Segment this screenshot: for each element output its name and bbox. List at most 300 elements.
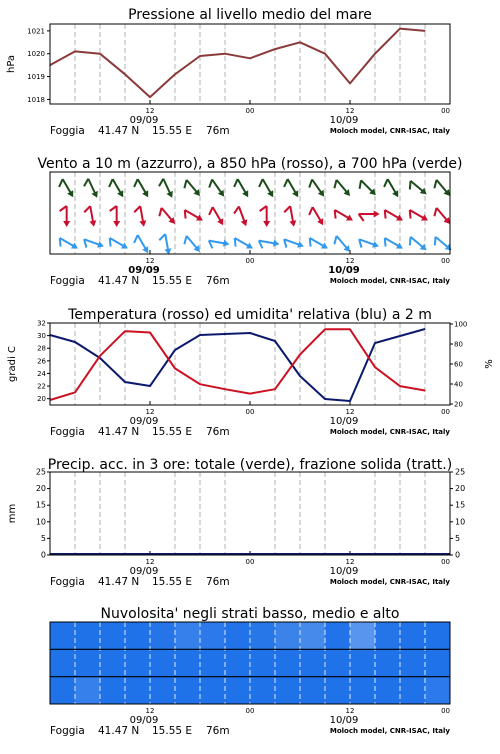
barb-shaft <box>63 179 71 193</box>
y-tick-label: 30 <box>37 332 46 341</box>
pressure-line-point <box>99 53 100 54</box>
barb-head <box>396 242 405 251</box>
barb-shaft <box>385 238 399 246</box>
wind-barb-700hpa <box>132 177 152 200</box>
pressure-line-point <box>399 28 400 29</box>
barb-head <box>91 191 100 199</box>
x-tick-label: 00 <box>245 707 255 715</box>
barb-shaft <box>437 208 447 220</box>
cloud-cell-basso <box>325 677 350 705</box>
barb-head <box>89 220 97 227</box>
panel-title: Nuvolosita' negli strati basso, medio e alto <box>100 606 400 622</box>
location-name: Foggia <box>50 426 85 438</box>
y-tick-label: 22 <box>37 382 46 391</box>
cloud-cell-alto <box>150 622 175 650</box>
temperature-line-point <box>74 392 75 393</box>
humidity-line <box>50 329 425 401</box>
temperature-line-point <box>374 367 375 368</box>
barb-shaft <box>165 234 168 250</box>
temperature-line-point <box>399 385 400 386</box>
humidity-line-point <box>74 341 75 342</box>
model-credit: Moloch model, CNR-ISAC, Italy <box>329 727 450 735</box>
barb-shaft <box>185 210 199 218</box>
wind-barb-10m <box>82 236 105 253</box>
wind-barb-10m <box>181 234 203 257</box>
y-tick-label: 20 <box>37 395 46 404</box>
wind-barb-10m <box>258 237 281 251</box>
model-credit: Moloch model, CNR-ISAC, Italy <box>329 277 450 285</box>
barb-head <box>263 221 270 227</box>
barb-shaft <box>361 180 372 191</box>
cloud-cell-alto <box>350 622 375 650</box>
cloud-cell-basso <box>350 677 375 705</box>
barb-shaft <box>209 241 225 244</box>
wind-barb-850hpa <box>60 206 71 227</box>
wind-barb-700hpa <box>181 178 203 201</box>
barb-shaft <box>90 206 93 222</box>
date-label: 09/09 <box>129 715 159 726</box>
wind-barb-700hpa <box>232 177 252 200</box>
x-tick-label: 12 <box>145 707 155 715</box>
location-name: Foggia <box>50 576 85 588</box>
y2-tick-label: 10 <box>455 517 466 527</box>
barb-shaft <box>337 236 347 248</box>
cloud-cell-alto <box>200 622 225 650</box>
wind-barb-700hpa <box>282 177 302 200</box>
location-name: Foggia <box>50 275 85 287</box>
cloud-cell-alto <box>325 622 350 650</box>
barb-shaft <box>310 238 324 246</box>
barb-head <box>297 241 305 250</box>
date-label: 10/09 <box>328 265 360 276</box>
x-tick-label: 00 <box>441 107 450 115</box>
wind-barb-10m <box>158 234 172 257</box>
barb-shaft <box>213 207 221 221</box>
barb-head <box>166 191 175 199</box>
y-tick-label: 26 <box>37 357 46 366</box>
date-label: 10/09 <box>329 416 359 427</box>
x-tick-label: 00 <box>245 408 255 416</box>
humidity-line-point <box>374 342 375 343</box>
wind-barb-850hpa <box>406 207 429 227</box>
barb-head <box>241 219 250 227</box>
precipitation-panel <box>7 457 465 588</box>
humidity-line-point <box>249 332 250 333</box>
barb-head <box>223 240 230 248</box>
cloud-cell-basso <box>375 677 400 705</box>
barb-shaft <box>187 180 197 192</box>
wind-barb-10m <box>106 235 129 255</box>
wind-barb-700hpa <box>206 177 227 200</box>
pressure-line-point <box>124 74 125 75</box>
barb-feather <box>60 206 67 211</box>
location-alt: 76m <box>206 426 230 438</box>
wind-barb-850hpa <box>110 206 121 227</box>
pressure-line-point <box>374 53 375 54</box>
barb-shaft <box>312 179 321 192</box>
humidity-line-point <box>274 340 275 341</box>
y-tick-label: 10 <box>35 517 46 527</box>
x-tick-label: 00 <box>441 257 450 265</box>
y-tick-label: 24 <box>37 369 46 378</box>
panel-title: Temperatura (rosso) ed umidita' relativa (blu) a 2 m <box>68 307 432 323</box>
barb-shaft <box>138 235 146 249</box>
cloud-cell-medio <box>100 649 125 677</box>
barb-shaft <box>162 208 172 220</box>
barb-shaft <box>88 179 95 194</box>
location-lat: 41.47 N <box>98 576 140 588</box>
temperature-line-point <box>224 389 225 390</box>
pressure-line-point <box>74 51 75 52</box>
barb-head <box>372 241 380 250</box>
x-tick-label: 12 <box>145 408 155 416</box>
pressure-line-point <box>199 55 200 56</box>
location-name: Foggia <box>50 125 85 137</box>
temperature-line-point <box>249 393 250 394</box>
humidity-line-point <box>124 381 125 382</box>
model-credit: Moloch model, CNR-ISAC, Italy <box>329 578 450 586</box>
x-tick-label: 12 <box>345 558 355 566</box>
wind-barb-700hpa <box>57 177 77 200</box>
x-tick-label: 00 <box>245 107 255 115</box>
location-name: Foggia <box>50 725 85 737</box>
location-lat: 41.47 N <box>98 725 140 737</box>
cloud-cell-alto <box>375 622 400 650</box>
cloud-cell-alto <box>425 622 450 650</box>
wind-barb-850hpa <box>359 211 380 222</box>
y2-axis-label: % <box>484 359 495 369</box>
wind-barb-10m <box>282 236 305 253</box>
temperature-line-point <box>174 368 175 369</box>
temperature-line-point <box>324 329 325 330</box>
cloud-cell-medio <box>125 649 150 677</box>
pressure-line-point <box>424 30 425 31</box>
cloud-cell-medio <box>325 649 350 677</box>
wind-barb-850hpa <box>283 206 297 229</box>
temperature-line-point <box>424 390 425 391</box>
cloud-cell-basso <box>150 677 175 705</box>
y-tick-label: 5 <box>40 533 46 543</box>
y-tick-label: 28 <box>37 344 46 353</box>
y2-tick-label: 40 <box>454 380 463 389</box>
y-tick-label: 0 <box>40 550 46 560</box>
cloud-cell-alto <box>400 622 425 650</box>
x-tick-label: 12 <box>145 257 155 265</box>
cloud-cell-medio <box>175 649 200 677</box>
plot-frame <box>50 24 450 104</box>
cloud-cell-medio <box>350 649 375 677</box>
location-lon: 15.55 E <box>152 725 193 737</box>
barb-feather <box>110 206 117 211</box>
y2-tick-label: 15 <box>455 500 466 510</box>
wind-barb-700hpa <box>431 178 453 201</box>
wind-barb-850hpa <box>207 205 227 228</box>
location-alt: 76m <box>206 576 230 588</box>
y-axis-label: hPa <box>6 54 17 74</box>
wind-barb-850hpa <box>381 207 404 227</box>
cloud-cell-alto <box>300 622 325 650</box>
barb-head <box>71 242 80 251</box>
barb-shaft <box>113 179 121 193</box>
barb-head <box>242 190 251 199</box>
humidity-line-point <box>324 398 325 399</box>
y2-tick-label: 60 <box>454 360 463 369</box>
y-tick-label: 1019 <box>27 73 45 82</box>
wind-barb-10m <box>208 237 231 251</box>
date-label: 10/09 <box>329 715 359 726</box>
location-lon: 15.55 E <box>152 125 193 137</box>
temperature-line-point <box>199 384 200 385</box>
cloud-cell-medio <box>275 649 300 677</box>
x-tick-label: 12 <box>145 558 155 566</box>
cloud-cell-medio <box>225 649 250 677</box>
pressure-line-point <box>349 83 350 84</box>
x-tick-label: 12 <box>145 107 155 115</box>
date-label: 10/09 <box>329 115 359 126</box>
wind-barb-10m <box>56 235 79 255</box>
pressure-line-point <box>174 74 175 75</box>
pressure-panel <box>6 7 450 137</box>
y2-tick-label: 20 <box>455 484 466 494</box>
barb-head <box>139 220 147 227</box>
barb-head <box>273 240 280 248</box>
barb-shaft <box>212 179 221 192</box>
location-alt: 76m <box>206 125 230 137</box>
cloud-cell-medio <box>300 649 325 677</box>
temperature-line-point <box>299 354 300 355</box>
panel-title: Pressione al livello medio del mare <box>128 7 372 23</box>
pressure-line-point <box>224 53 225 54</box>
cloud-cell-alto <box>225 622 250 650</box>
date-label: 09/09 <box>129 115 159 126</box>
barb-shaft <box>140 206 143 222</box>
date-label: 09/09 <box>129 566 159 577</box>
temperature-humidity-panel <box>7 307 495 438</box>
pressure-line-point <box>274 49 275 50</box>
wind-barb-700hpa <box>257 177 277 200</box>
y-tick-label: 1020 <box>27 50 45 59</box>
wind-barb-10m <box>231 235 254 255</box>
wind-barb-850hpa <box>307 205 327 228</box>
cloud-cell-medio <box>150 649 175 677</box>
cloud-cell-basso <box>425 677 450 705</box>
wind-barb-10m <box>132 233 152 256</box>
y2-tick-label: 100 <box>454 320 468 329</box>
y-tick-label: 1018 <box>27 95 45 104</box>
cloud-cell-alto <box>250 622 275 650</box>
cloud-cell-medio <box>400 649 425 677</box>
cloud-cell-alto <box>175 622 200 650</box>
temperature-line-point <box>349 329 350 330</box>
barb-shaft <box>187 236 197 248</box>
temperature-line-point <box>99 355 100 356</box>
date-label: 10/09 <box>329 566 359 577</box>
barb-shaft <box>163 179 170 194</box>
barb-shaft <box>437 180 447 192</box>
barb-shaft <box>436 237 448 247</box>
cloud-cell-basso <box>275 677 300 705</box>
cloud-cell-basso <box>250 677 275 705</box>
cloud-cover-panel <box>50 606 450 737</box>
x-tick-label: 12 <box>345 707 355 715</box>
wind-barb-850hpa <box>260 206 271 227</box>
barb-head <box>142 190 151 199</box>
wind-barb-700hpa <box>82 177 100 200</box>
barb-head <box>346 214 355 223</box>
barb-shaft <box>290 206 293 222</box>
cloud-cell-basso <box>50 677 75 705</box>
humidity-line-point <box>424 328 425 329</box>
x-tick-label: 00 <box>245 558 255 566</box>
cloud-cell-medio <box>50 649 75 677</box>
cloud-cell-alto <box>75 622 100 650</box>
cloud-cell-basso <box>125 677 150 705</box>
cloud-cell-alto <box>100 622 125 650</box>
location-lat: 41.47 N <box>98 275 140 287</box>
cloud-cell-medio <box>75 649 100 677</box>
barb-shaft <box>313 207 321 221</box>
x-tick-label: 00 <box>245 257 255 265</box>
wind-barb-850hpa <box>156 206 178 229</box>
wind-barb-10m <box>381 235 404 255</box>
cloud-cell-alto <box>125 622 150 650</box>
cloud-cell-basso <box>100 677 125 705</box>
y-axis-label: mm <box>7 503 18 524</box>
barb-head <box>374 211 380 218</box>
date-label: 09/09 <box>129 416 159 427</box>
y-axis-label: gradi C <box>7 346 18 382</box>
y2-tick-label: 80 <box>454 340 463 349</box>
barb-head <box>321 242 330 251</box>
cloud-cell-basso <box>300 677 325 705</box>
x-tick-label: 12 <box>345 107 355 115</box>
temperature-line-point <box>124 331 125 332</box>
y-tick-label: 32 <box>37 319 46 328</box>
barb-head <box>63 221 70 227</box>
barb-shaft <box>239 206 244 221</box>
humidity-line-point <box>349 400 350 401</box>
cloud-cell-alto <box>275 622 300 650</box>
location-alt: 76m <box>206 725 230 737</box>
y-tick-label: 1021 <box>27 27 45 36</box>
pressure-line-point <box>149 97 150 98</box>
barb-shaft <box>238 179 246 193</box>
location-lon: 15.55 E <box>152 275 193 287</box>
wind-barb-700hpa <box>107 177 127 200</box>
barb-head <box>113 221 120 227</box>
location-lat: 41.47 N <box>98 125 140 137</box>
barb-head <box>121 242 130 251</box>
wind-panel <box>37 156 462 287</box>
cloud-cell-medio <box>425 649 450 677</box>
barb-shaft <box>335 210 349 218</box>
barb-shaft <box>259 241 275 244</box>
x-tick-label: 00 <box>441 408 450 416</box>
wind-barb-850hpa <box>83 206 97 229</box>
barb-feather <box>359 214 364 221</box>
x-tick-label: 00 <box>441 707 450 715</box>
cloud-cell-medio <box>375 649 400 677</box>
temperature-line-point <box>274 389 275 390</box>
wind-barb-850hpa <box>133 206 147 229</box>
pressure-line <box>50 29 425 98</box>
wind-barb-850hpa <box>431 206 453 229</box>
plot-frame <box>50 472 450 555</box>
y-tick-label: 20 <box>35 484 46 494</box>
barb-shaft <box>337 180 347 192</box>
barb-shaft <box>288 179 296 193</box>
barb-shaft <box>235 238 249 246</box>
barb-shaft <box>388 179 396 193</box>
cloud-cell-basso <box>200 677 225 705</box>
location-alt: 76m <box>206 275 230 287</box>
wind-barb-700hpa <box>382 177 402 200</box>
cloud-cell-medio <box>250 649 275 677</box>
barb-shaft <box>385 210 399 218</box>
wind-barb-10m <box>357 236 380 253</box>
cloud-cell-basso <box>175 677 200 705</box>
y2-tick-label: 0 <box>455 550 461 560</box>
humidity-line-point <box>199 334 200 335</box>
location-lat: 41.47 N <box>98 426 140 438</box>
x-tick-label: 00 <box>441 558 450 566</box>
date-label: 09/09 <box>128 265 160 276</box>
barb-shaft <box>410 210 424 218</box>
x-tick-label: 12 <box>345 257 355 265</box>
location-lon: 15.55 E <box>152 576 193 588</box>
barb-feather <box>260 206 267 211</box>
wind-barb-700hpa <box>331 178 353 201</box>
barb-shaft <box>411 237 423 247</box>
humidity-line-point <box>149 385 150 386</box>
panel-title: Vento a 10 m (azzurro), a 850 hPa (rosso), a 700 hPa (verde) <box>37 156 463 172</box>
wind-barb-850hpa <box>331 207 354 227</box>
pressure-line-point <box>249 58 250 59</box>
y-tick-label: 25 <box>35 467 46 477</box>
cloud-cell-basso <box>75 677 100 705</box>
x-tick-label: 12 <box>345 408 355 416</box>
barb-shaft <box>110 238 124 246</box>
barb-shaft <box>60 238 74 246</box>
location-lon: 15.55 E <box>152 426 193 438</box>
barb-shaft <box>263 179 271 193</box>
cloud-cell-basso <box>225 677 250 705</box>
wind-barb-10m <box>331 234 353 257</box>
pressure-line-point <box>324 53 325 54</box>
panel-title: Precip. acc. in 3 ore: totale (verde), frazione solida (tratt.) <box>47 457 453 473</box>
barb-shaft <box>411 181 423 191</box>
y2-tick-label: 20 <box>454 400 463 409</box>
cloud-cell-medio <box>200 649 225 677</box>
humidity-line-point <box>224 333 225 334</box>
barb-shaft <box>138 179 146 193</box>
pressure-line-point <box>299 42 300 43</box>
wind-barb-700hpa <box>306 177 327 200</box>
model-credit: Moloch model, CNR-ISAC, Italy <box>329 127 450 135</box>
y-tick-label: 15 <box>35 500 46 510</box>
cloud-cell-alto <box>50 622 75 650</box>
barb-head <box>97 241 105 250</box>
y2-tick-label: 5 <box>455 533 461 543</box>
humidity-line-point <box>174 349 175 350</box>
humidity-line-point <box>299 375 300 376</box>
temperature-line-point <box>149 332 150 333</box>
cloud-cell-basso <box>400 677 425 705</box>
wind-barb-10m <box>306 235 329 255</box>
barb-head <box>289 220 297 227</box>
wind-barb-700hpa <box>157 177 175 200</box>
wind-barb-850hpa <box>181 207 204 227</box>
